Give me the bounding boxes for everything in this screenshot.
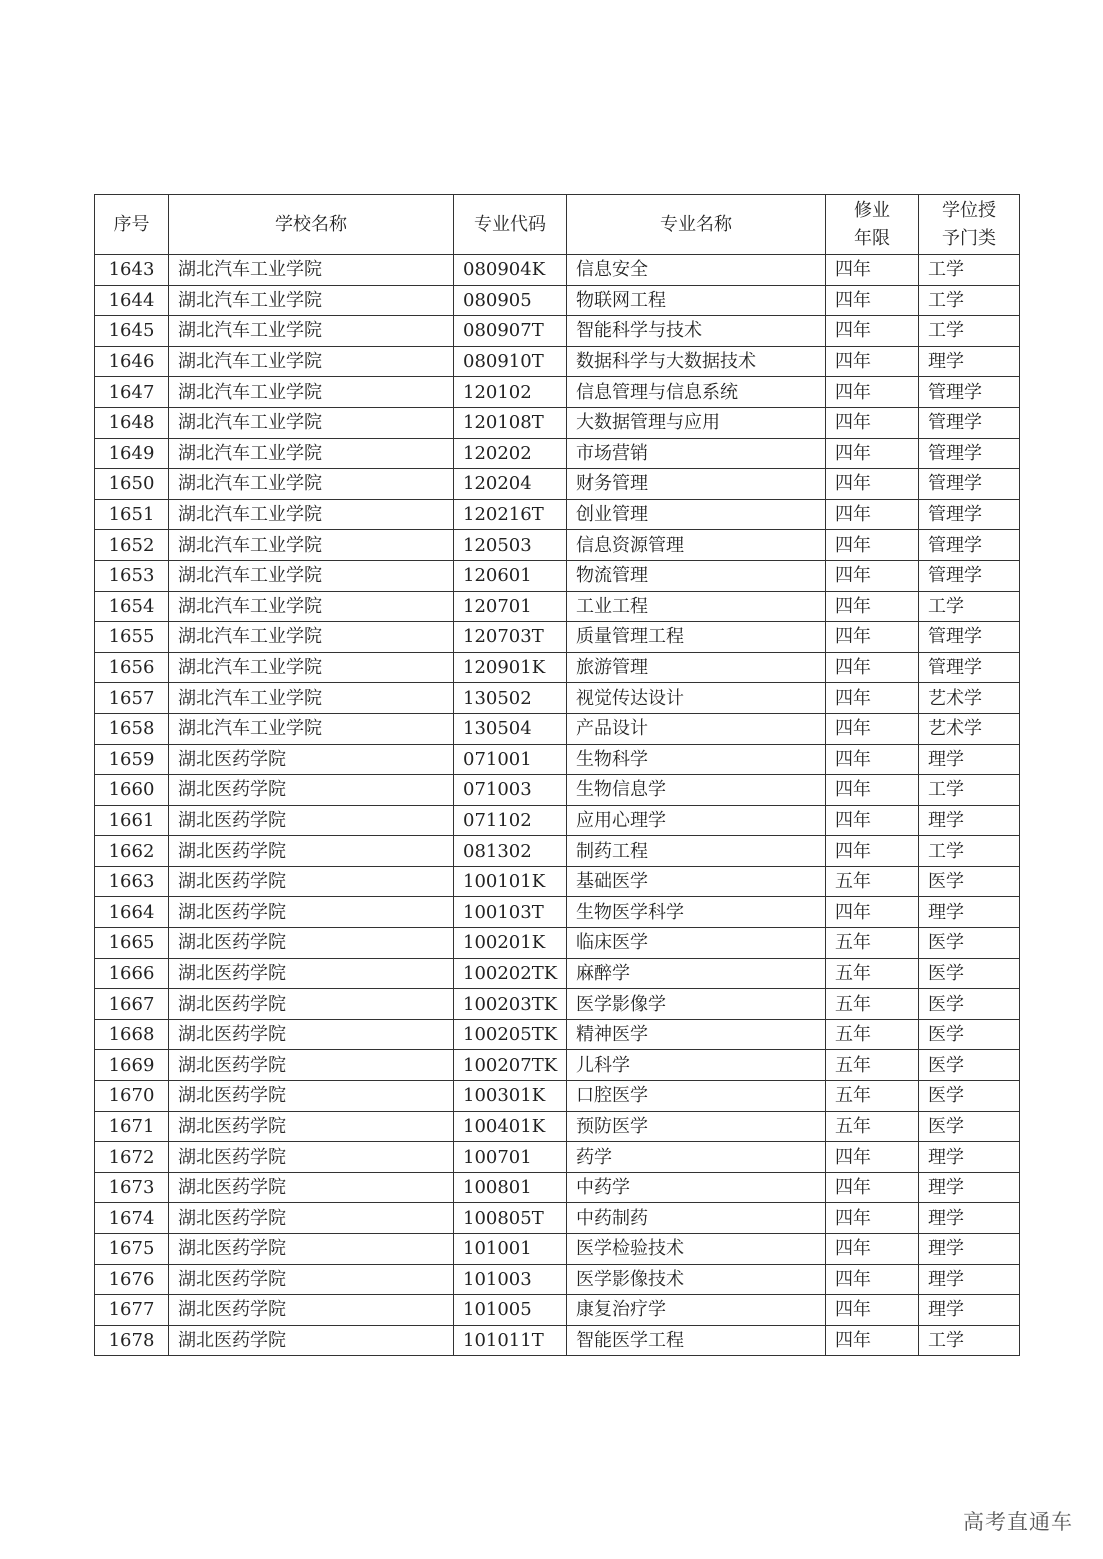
table-header <box>95 195 1020 255</box>
cell-degree: 理学 <box>919 805 1020 836</box>
cell-seq: 1658 <box>95 713 169 744</box>
cell-major: 口腔医学 <box>567 1081 826 1112</box>
cell-years: 四年 <box>826 805 919 836</box>
cell-degree: 管理学 <box>919 560 1020 591</box>
table-row <box>95 744 1020 775</box>
header-row <box>95 195 1020 255</box>
cell-code: 071102 <box>454 805 567 836</box>
cell-code: 100202TK <box>454 958 567 989</box>
header-major: 专业名称 <box>567 195 826 255</box>
cell-years: 四年 <box>826 285 919 316</box>
cell-code: 100301K <box>454 1081 567 1112</box>
header-degree <box>919 195 1020 255</box>
cell-school: 湖北汽车工业学院 <box>169 683 454 714</box>
cell-major: 创业管理 <box>567 499 826 530</box>
table-row <box>95 897 1020 928</box>
cell-major: 医学影像学 <box>567 989 826 1020</box>
cell-major: 中药制药 <box>567 1203 826 1234</box>
table-row <box>95 1295 1020 1326</box>
table-row <box>95 805 1020 836</box>
cell-code: 100201K <box>454 928 567 959</box>
cell-seq: 1662 <box>95 836 169 867</box>
cell-school: 湖北医药学院 <box>169 1050 454 1081</box>
table-row <box>95 928 1020 959</box>
cell-code: 120216T <box>454 499 567 530</box>
table-row <box>95 622 1020 653</box>
cell-degree: 医学 <box>919 1019 1020 1050</box>
cell-code: 120503 <box>454 530 567 561</box>
cell-code: 101003 <box>454 1264 567 1295</box>
table-row <box>95 1142 1020 1173</box>
cell-degree: 理学 <box>919 346 1020 377</box>
cell-degree: 工学 <box>919 255 1020 286</box>
cell-seq: 1677 <box>95 1295 169 1326</box>
header-school: 学校名称 <box>169 195 454 255</box>
cell-code: 120703T <box>454 622 567 653</box>
cell-degree: 医学 <box>919 928 1020 959</box>
table-row <box>95 1234 1020 1265</box>
cell-years: 四年 <box>826 897 919 928</box>
cell-school: 湖北医药学院 <box>169 1019 454 1050</box>
cell-seq: 1666 <box>95 958 169 989</box>
cell-code: 100103T <box>454 897 567 928</box>
cell-seq: 1667 <box>95 989 169 1020</box>
cell-degree: 理学 <box>919 744 1020 775</box>
cell-seq: 1655 <box>95 622 169 653</box>
cell-years: 五年 <box>826 1081 919 1112</box>
cell-seq: 1678 <box>95 1325 169 1356</box>
table-row <box>95 285 1020 316</box>
cell-code: 081302 <box>454 836 567 867</box>
table-row <box>95 1111 1020 1142</box>
cell-years: 五年 <box>826 958 919 989</box>
cell-school: 湖北医药学院 <box>169 958 454 989</box>
cell-major: 康复治疗学 <box>567 1295 826 1326</box>
cell-seq: 1676 <box>95 1264 169 1295</box>
cell-school: 湖北汽车工业学院 <box>169 591 454 622</box>
cell-major: 信息资源管理 <box>567 530 826 561</box>
header-years <box>826 195 919 255</box>
table-row <box>95 836 1020 867</box>
cell-school: 湖北汽车工业学院 <box>169 499 454 530</box>
cell-major: 质量管理工程 <box>567 622 826 653</box>
cell-seq: 1647 <box>95 377 169 408</box>
cell-seq: 1643 <box>95 255 169 286</box>
cell-major: 药学 <box>567 1142 826 1173</box>
table-row <box>95 775 1020 806</box>
cell-seq: 1674 <box>95 1203 169 1234</box>
cell-school: 湖北汽车工业学院 <box>169 407 454 438</box>
cell-major: 医学检验技术 <box>567 1234 826 1265</box>
cell-years: 四年 <box>826 438 919 469</box>
cell-years: 四年 <box>826 652 919 683</box>
cell-degree: 医学 <box>919 1050 1020 1081</box>
cell-code: 080907T <box>454 316 567 347</box>
cell-school: 湖北医药学院 <box>169 866 454 897</box>
cell-seq: 1646 <box>95 346 169 377</box>
cell-major: 基础医学 <box>567 866 826 897</box>
cell-code: 120901K <box>454 652 567 683</box>
table-row <box>95 1050 1020 1081</box>
cell-seq: 1654 <box>95 591 169 622</box>
header-degree-line1: 学位授 <box>942 199 996 221</box>
cell-code: 120701 <box>454 591 567 622</box>
table-row <box>95 1019 1020 1050</box>
cell-years: 四年 <box>826 744 919 775</box>
cell-seq: 1668 <box>95 1019 169 1050</box>
cell-school: 湖北汽车工业学院 <box>169 255 454 286</box>
table-row <box>95 866 1020 897</box>
cell-school: 湖北医药学院 <box>169 836 454 867</box>
cell-major: 数据科学与大数据技术 <box>567 346 826 377</box>
cell-years: 四年 <box>826 622 919 653</box>
cell-degree: 医学 <box>919 1081 1020 1112</box>
cell-years: 五年 <box>826 1050 919 1081</box>
table-row <box>95 989 1020 1020</box>
cell-seq: 1653 <box>95 560 169 591</box>
cell-years: 四年 <box>826 407 919 438</box>
cell-major: 产品设计 <box>567 713 826 744</box>
table-row <box>95 683 1020 714</box>
table-row <box>95 958 1020 989</box>
cell-degree: 医学 <box>919 958 1020 989</box>
header-degree-line2: 予门类 <box>942 227 996 249</box>
table-row <box>95 652 1020 683</box>
cell-code: 080905 <box>454 285 567 316</box>
cell-seq: 1671 <box>95 1111 169 1142</box>
cell-degree: 工学 <box>919 591 1020 622</box>
cell-major: 应用心理学 <box>567 805 826 836</box>
cell-years: 四年 <box>826 530 919 561</box>
cell-code: 120202 <box>454 438 567 469</box>
cell-years: 五年 <box>826 1019 919 1050</box>
cell-code: 100805T <box>454 1203 567 1234</box>
table-row <box>95 591 1020 622</box>
cell-major: 信息安全 <box>567 255 826 286</box>
cell-years: 四年 <box>826 377 919 408</box>
table-row <box>95 255 1020 286</box>
cell-seq: 1644 <box>95 285 169 316</box>
cell-degree: 医学 <box>919 1111 1020 1142</box>
cell-years: 四年 <box>826 1203 919 1234</box>
header-years-line1: 修业 <box>854 199 890 221</box>
cell-school: 湖北汽车工业学院 <box>169 622 454 653</box>
table-row <box>95 1203 1020 1234</box>
cell-years: 四年 <box>826 316 919 347</box>
cell-seq: 1665 <box>95 928 169 959</box>
cell-code: 120102 <box>454 377 567 408</box>
cell-seq: 1650 <box>95 469 169 500</box>
table-row <box>95 1081 1020 1112</box>
cell-degree: 管理学 <box>919 407 1020 438</box>
cell-school: 湖北汽车工业学院 <box>169 346 454 377</box>
cell-degree: 管理学 <box>919 530 1020 561</box>
cell-major: 大数据管理与应用 <box>567 407 826 438</box>
cell-school: 湖北汽车工业学院 <box>169 560 454 591</box>
cell-code: 101005 <box>454 1295 567 1326</box>
cell-school: 湖北医药学院 <box>169 897 454 928</box>
cell-degree: 理学 <box>919 1234 1020 1265</box>
cell-degree: 医学 <box>919 989 1020 1020</box>
cell-years: 四年 <box>826 591 919 622</box>
cell-degree: 管理学 <box>919 469 1020 500</box>
cell-school: 湖北医药学院 <box>169 1295 454 1326</box>
cell-major: 旅游管理 <box>567 652 826 683</box>
cell-major: 生物科学 <box>567 744 826 775</box>
cell-major: 精神医学 <box>567 1019 826 1050</box>
cell-code: 101001 <box>454 1234 567 1265</box>
cell-seq: 1648 <box>95 407 169 438</box>
cell-school: 湖北汽车工业学院 <box>169 713 454 744</box>
table-row <box>95 438 1020 469</box>
cell-major: 制药工程 <box>567 836 826 867</box>
cell-major: 生物信息学 <box>567 775 826 806</box>
cell-years: 五年 <box>826 1111 919 1142</box>
cell-degree: 医学 <box>919 866 1020 897</box>
cell-seq: 1649 <box>95 438 169 469</box>
cell-years: 四年 <box>826 1325 919 1356</box>
table-row <box>95 713 1020 744</box>
cell-code: 120601 <box>454 560 567 591</box>
table-row <box>95 1325 1020 1356</box>
cell-major: 工业工程 <box>567 591 826 622</box>
cell-years: 四年 <box>826 1264 919 1295</box>
cell-years: 四年 <box>826 1234 919 1265</box>
cell-code: 071001 <box>454 744 567 775</box>
cell-seq: 1673 <box>95 1172 169 1203</box>
header-code: 专业代码 <box>454 195 567 255</box>
cell-school: 湖北医药学院 <box>169 928 454 959</box>
cell-major: 智能科学与技术 <box>567 316 826 347</box>
cell-school: 湖北医药学院 <box>169 1142 454 1173</box>
cell-code: 100205TK <box>454 1019 567 1050</box>
cell-degree: 工学 <box>919 836 1020 867</box>
cell-school: 湖北医药学院 <box>169 805 454 836</box>
cell-major: 预防医学 <box>567 1111 826 1142</box>
header-seq: 序号 <box>95 195 169 255</box>
cell-degree: 艺术学 <box>919 713 1020 744</box>
cell-major: 生物医学科学 <box>567 897 826 928</box>
cell-years: 四年 <box>826 499 919 530</box>
cell-seq: 1652 <box>95 530 169 561</box>
cell-degree: 管理学 <box>919 377 1020 408</box>
watermark: 高考直通车 <box>963 1510 1073 1534</box>
cell-major: 中药学 <box>567 1172 826 1203</box>
table-row <box>95 346 1020 377</box>
cell-major: 智能医学工程 <box>567 1325 826 1356</box>
cell-seq: 1651 <box>95 499 169 530</box>
cell-degree: 理学 <box>919 897 1020 928</box>
cell-years: 五年 <box>826 866 919 897</box>
cell-degree: 理学 <box>919 1172 1020 1203</box>
cell-major: 财务管理 <box>567 469 826 500</box>
cell-years: 四年 <box>826 1295 919 1326</box>
cell-seq: 1664 <box>95 897 169 928</box>
cell-code: 100701 <box>454 1142 567 1173</box>
cell-seq: 1669 <box>95 1050 169 1081</box>
cell-years: 四年 <box>826 255 919 286</box>
cell-school: 湖北医药学院 <box>169 775 454 806</box>
cell-school: 湖北医药学院 <box>169 989 454 1020</box>
cell-code: 100207TK <box>454 1050 567 1081</box>
cell-degree: 理学 <box>919 1295 1020 1326</box>
table-row <box>95 316 1020 347</box>
cell-seq: 1672 <box>95 1142 169 1173</box>
cell-school: 湖北医药学院 <box>169 744 454 775</box>
cell-code: 120108T <box>454 407 567 438</box>
cell-school: 湖北医药学院 <box>169 1325 454 1356</box>
table-row <box>95 469 1020 500</box>
cell-degree: 艺术学 <box>919 683 1020 714</box>
cell-school: 湖北医药学院 <box>169 1234 454 1265</box>
cell-seq: 1645 <box>95 316 169 347</box>
cell-years: 四年 <box>826 683 919 714</box>
majors-table <box>94 194 1020 1356</box>
cell-school: 湖北汽车工业学院 <box>169 285 454 316</box>
cell-years: 四年 <box>826 836 919 867</box>
cell-degree: 理学 <box>919 1203 1020 1234</box>
cell-years: 四年 <box>826 713 919 744</box>
cell-code: 130504 <box>454 713 567 744</box>
cell-degree: 理学 <box>919 1264 1020 1295</box>
table-row <box>95 560 1020 591</box>
cell-degree: 工学 <box>919 1325 1020 1356</box>
cell-school: 湖北医药学院 <box>169 1172 454 1203</box>
cell-years: 四年 <box>826 1172 919 1203</box>
table-row <box>95 499 1020 530</box>
cell-code: 080904K <box>454 255 567 286</box>
cell-years: 五年 <box>826 989 919 1020</box>
cell-major: 信息管理与信息系统 <box>567 377 826 408</box>
cell-major: 物流管理 <box>567 560 826 591</box>
cell-seq: 1661 <box>95 805 169 836</box>
cell-code: 100401K <box>454 1111 567 1142</box>
cell-school: 湖北医药学院 <box>169 1264 454 1295</box>
cell-code: 130502 <box>454 683 567 714</box>
cell-seq: 1660 <box>95 775 169 806</box>
table-row <box>95 1264 1020 1295</box>
cell-code: 101011T <box>454 1325 567 1356</box>
cell-degree: 管理学 <box>919 499 1020 530</box>
cell-school: 湖北汽车工业学院 <box>169 377 454 408</box>
cell-school: 湖北汽车工业学院 <box>169 316 454 347</box>
header-years-line2: 年限 <box>854 227 890 249</box>
cell-seq: 1670 <box>95 1081 169 1112</box>
cell-years: 四年 <box>826 346 919 377</box>
cell-code: 071003 <box>454 775 567 806</box>
cell-major: 儿科学 <box>567 1050 826 1081</box>
cell-school: 湖北医药学院 <box>169 1081 454 1112</box>
cell-school: 湖北医药学院 <box>169 1203 454 1234</box>
cell-major: 物联网工程 <box>567 285 826 316</box>
cell-code: 120204 <box>454 469 567 500</box>
cell-school: 湖北汽车工业学院 <box>169 652 454 683</box>
cell-degree: 管理学 <box>919 438 1020 469</box>
cell-seq: 1675 <box>95 1234 169 1265</box>
cell-major: 麻醉学 <box>567 958 826 989</box>
cell-major: 市场营销 <box>567 438 826 469</box>
cell-major: 医学影像技术 <box>567 1264 826 1295</box>
cell-code: 100801 <box>454 1172 567 1203</box>
cell-degree: 工学 <box>919 775 1020 806</box>
cell-school: 湖北医药学院 <box>169 1111 454 1142</box>
cell-degree: 管理学 <box>919 652 1020 683</box>
cell-code: 080910T <box>454 346 567 377</box>
cell-school: 湖北汽车工业学院 <box>169 530 454 561</box>
table-row <box>95 377 1020 408</box>
cell-degree: 工学 <box>919 316 1020 347</box>
cell-seq: 1657 <box>95 683 169 714</box>
cell-school: 湖北汽车工业学院 <box>169 469 454 500</box>
table-row <box>95 530 1020 561</box>
cell-code: 100101K <box>454 866 567 897</box>
cell-school: 湖北汽车工业学院 <box>169 438 454 469</box>
table-body <box>95 255 1020 1356</box>
table-row <box>95 407 1020 438</box>
cell-years: 四年 <box>826 775 919 806</box>
cell-seq: 1663 <box>95 866 169 897</box>
cell-seq: 1659 <box>95 744 169 775</box>
cell-seq: 1656 <box>95 652 169 683</box>
table-row <box>95 1172 1020 1203</box>
cell-major: 临床医学 <box>567 928 826 959</box>
cell-years: 五年 <box>826 928 919 959</box>
cell-years: 四年 <box>826 469 919 500</box>
cell-degree: 工学 <box>919 285 1020 316</box>
cell-degree: 理学 <box>919 1142 1020 1173</box>
cell-degree: 管理学 <box>919 622 1020 653</box>
cell-major: 视觉传达设计 <box>567 683 826 714</box>
cell-code: 100203TK <box>454 989 567 1020</box>
cell-years: 四年 <box>826 1142 919 1173</box>
cell-years: 四年 <box>826 560 919 591</box>
